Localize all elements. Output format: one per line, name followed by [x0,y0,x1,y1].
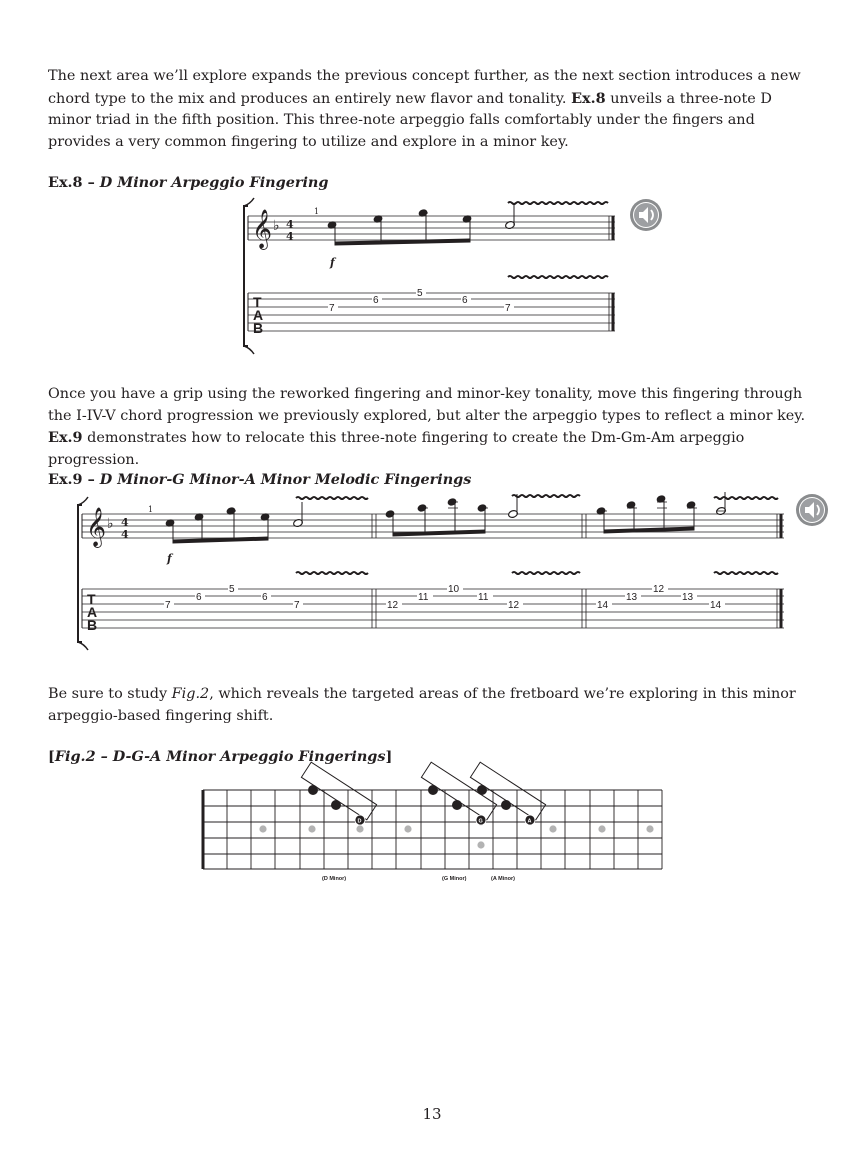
svg-text:A: A [87,604,98,620]
tab-numbers [328,288,514,314]
svg-text:6: 6 [373,295,379,306]
svg-text:7: 7 [165,600,171,611]
time-signature-bottom: 4 [286,230,294,243]
dynamic-marking: f [167,552,172,565]
progression-paragraph [48,384,816,471]
vibrato-icon [714,497,778,499]
vibrato-icon [508,202,608,204]
system-bracket [78,505,82,642]
tab-staff [248,293,615,331]
paragraph-text: Once you have a grip using the reworked fingering and minor-key tonality, move this fingering through the I-IV-V chord progression we previously explored, but alter the arpeggio types to reflect a minor key. [48,386,806,424]
root-label: G [478,818,483,825]
caption-a-minor: (A Minor) [491,876,515,882]
vibrato-icon [512,495,580,497]
d-minor-shape [301,762,376,825]
ex8-title: D Minor Arpeggio Fingering [99,174,329,191]
ex9-notation [72,492,842,652]
vibrato-icon [296,497,368,499]
staff [248,216,615,240]
paragraph-text: Be sure to study [48,686,172,702]
ex8-notation [240,196,670,356]
vibrato-icon [714,572,778,574]
time-signature-top: 4 [121,516,129,529]
fig-paragraph [48,684,816,727]
svg-text:7: 7 [294,600,300,611]
svg-text:10: 10 [448,584,460,595]
ex8-heading [48,174,328,191]
vibrato-icon [296,572,368,574]
tab-numbers [164,584,725,611]
treble-clef-icon: 𝄞 [86,507,107,547]
fig2-heading [48,748,392,765]
svg-text:5: 5 [229,584,235,595]
svg-text:13: 13 [626,592,638,603]
ex9-title: D Minor-G Minor-A Minor Melodic Fingerings [99,471,472,488]
bracket: [ [48,748,55,765]
svg-text:T: T [253,294,262,310]
svg-text:7: 7 [505,303,511,314]
fretboard-diagram [196,776,668,886]
svg-text:6: 6 [262,592,268,603]
time-signature-top: 4 [286,218,294,231]
caption-d-minor: (D Minor) [322,876,347,882]
svg-text:B: B [253,320,264,336]
ex9-label: Ex.9 – [48,471,100,488]
paragraph-text: The next area we’ll explore expands the previous concept further, as the next section introduces a new chord type to the mix and produces an entirely new flavor and tonality. [48,68,801,107]
notes [165,492,726,543]
treble-clef-icon: 𝄞 [252,209,273,249]
svg-text:T: T [87,591,96,607]
vibrato-icon [512,572,580,574]
svg-text:A: A [253,307,264,323]
svg-text:13: 13 [682,592,694,603]
caption-g-minor: (G Minor) [442,876,467,882]
paragraph-text: , which reveals the targeted areas of the fretboard we’re exploring in this minor arpeggio-based fingering shift. [48,686,796,724]
svg-text:12: 12 [653,584,665,595]
fretboard-strings [203,790,662,869]
svg-text:5: 5 [417,288,423,299]
svg-text:12: 12 [508,600,520,611]
ex9-heading [48,471,471,488]
time-signature-bottom: 4 [121,528,129,541]
notes [327,204,515,245]
fig2-title: Fig.2 – D-G-A Minor Arpeggio Fingerings [54,748,386,765]
svg-text:6: 6 [462,295,468,306]
root-label: A [527,818,532,825]
root-label: D [357,818,362,825]
flat-icon: ♭ [107,516,114,532]
svg-text:B: B [87,617,98,633]
dynamic-marking: f [330,256,335,269]
svg-text:11: 11 [478,592,489,603]
example-ref: Ex.9 [48,429,83,447]
tab-clef [87,591,97,633]
flat-icon: ♭ [273,218,280,234]
fretboard-frets [227,790,662,869]
measure-number: 1 [314,207,320,216]
svg-text:11: 11 [418,592,429,603]
intro-paragraph [48,66,816,153]
tab-clef [253,294,263,336]
vibrato-icon [508,276,608,278]
svg-text:7: 7 [329,303,335,314]
measure-number: 1 [148,505,154,514]
svg-text:12: 12 [387,600,399,611]
system-bracket [244,206,248,346]
shape-captions [322,876,515,882]
ex8-label: Ex.8 – [48,174,100,191]
paragraph-text: unveils a three-note D minor triad in the fifth position. This three-note arpeggio falls comfortably under the fingers and provides a very common fingering to utilize and explore in a minor key. [48,90,772,150]
example-ref: Ex.8 [571,89,606,107]
speaker-icon[interactable] [796,494,828,526]
bracket: ] [385,748,393,765]
figure-ref: Fig.2 [171,686,210,702]
paragraph-text: demonstrates how to relocate this three-note fingering to create the Dm-Gm-Am arpeggio progression. [48,430,745,468]
svg-text:14: 14 [710,600,722,611]
page-number: 13 [422,1105,442,1123]
svg-text:14: 14 [597,600,609,611]
speaker-icon[interactable] [630,199,662,231]
fret-markers [259,818,653,848]
svg-text:6: 6 [196,592,202,603]
